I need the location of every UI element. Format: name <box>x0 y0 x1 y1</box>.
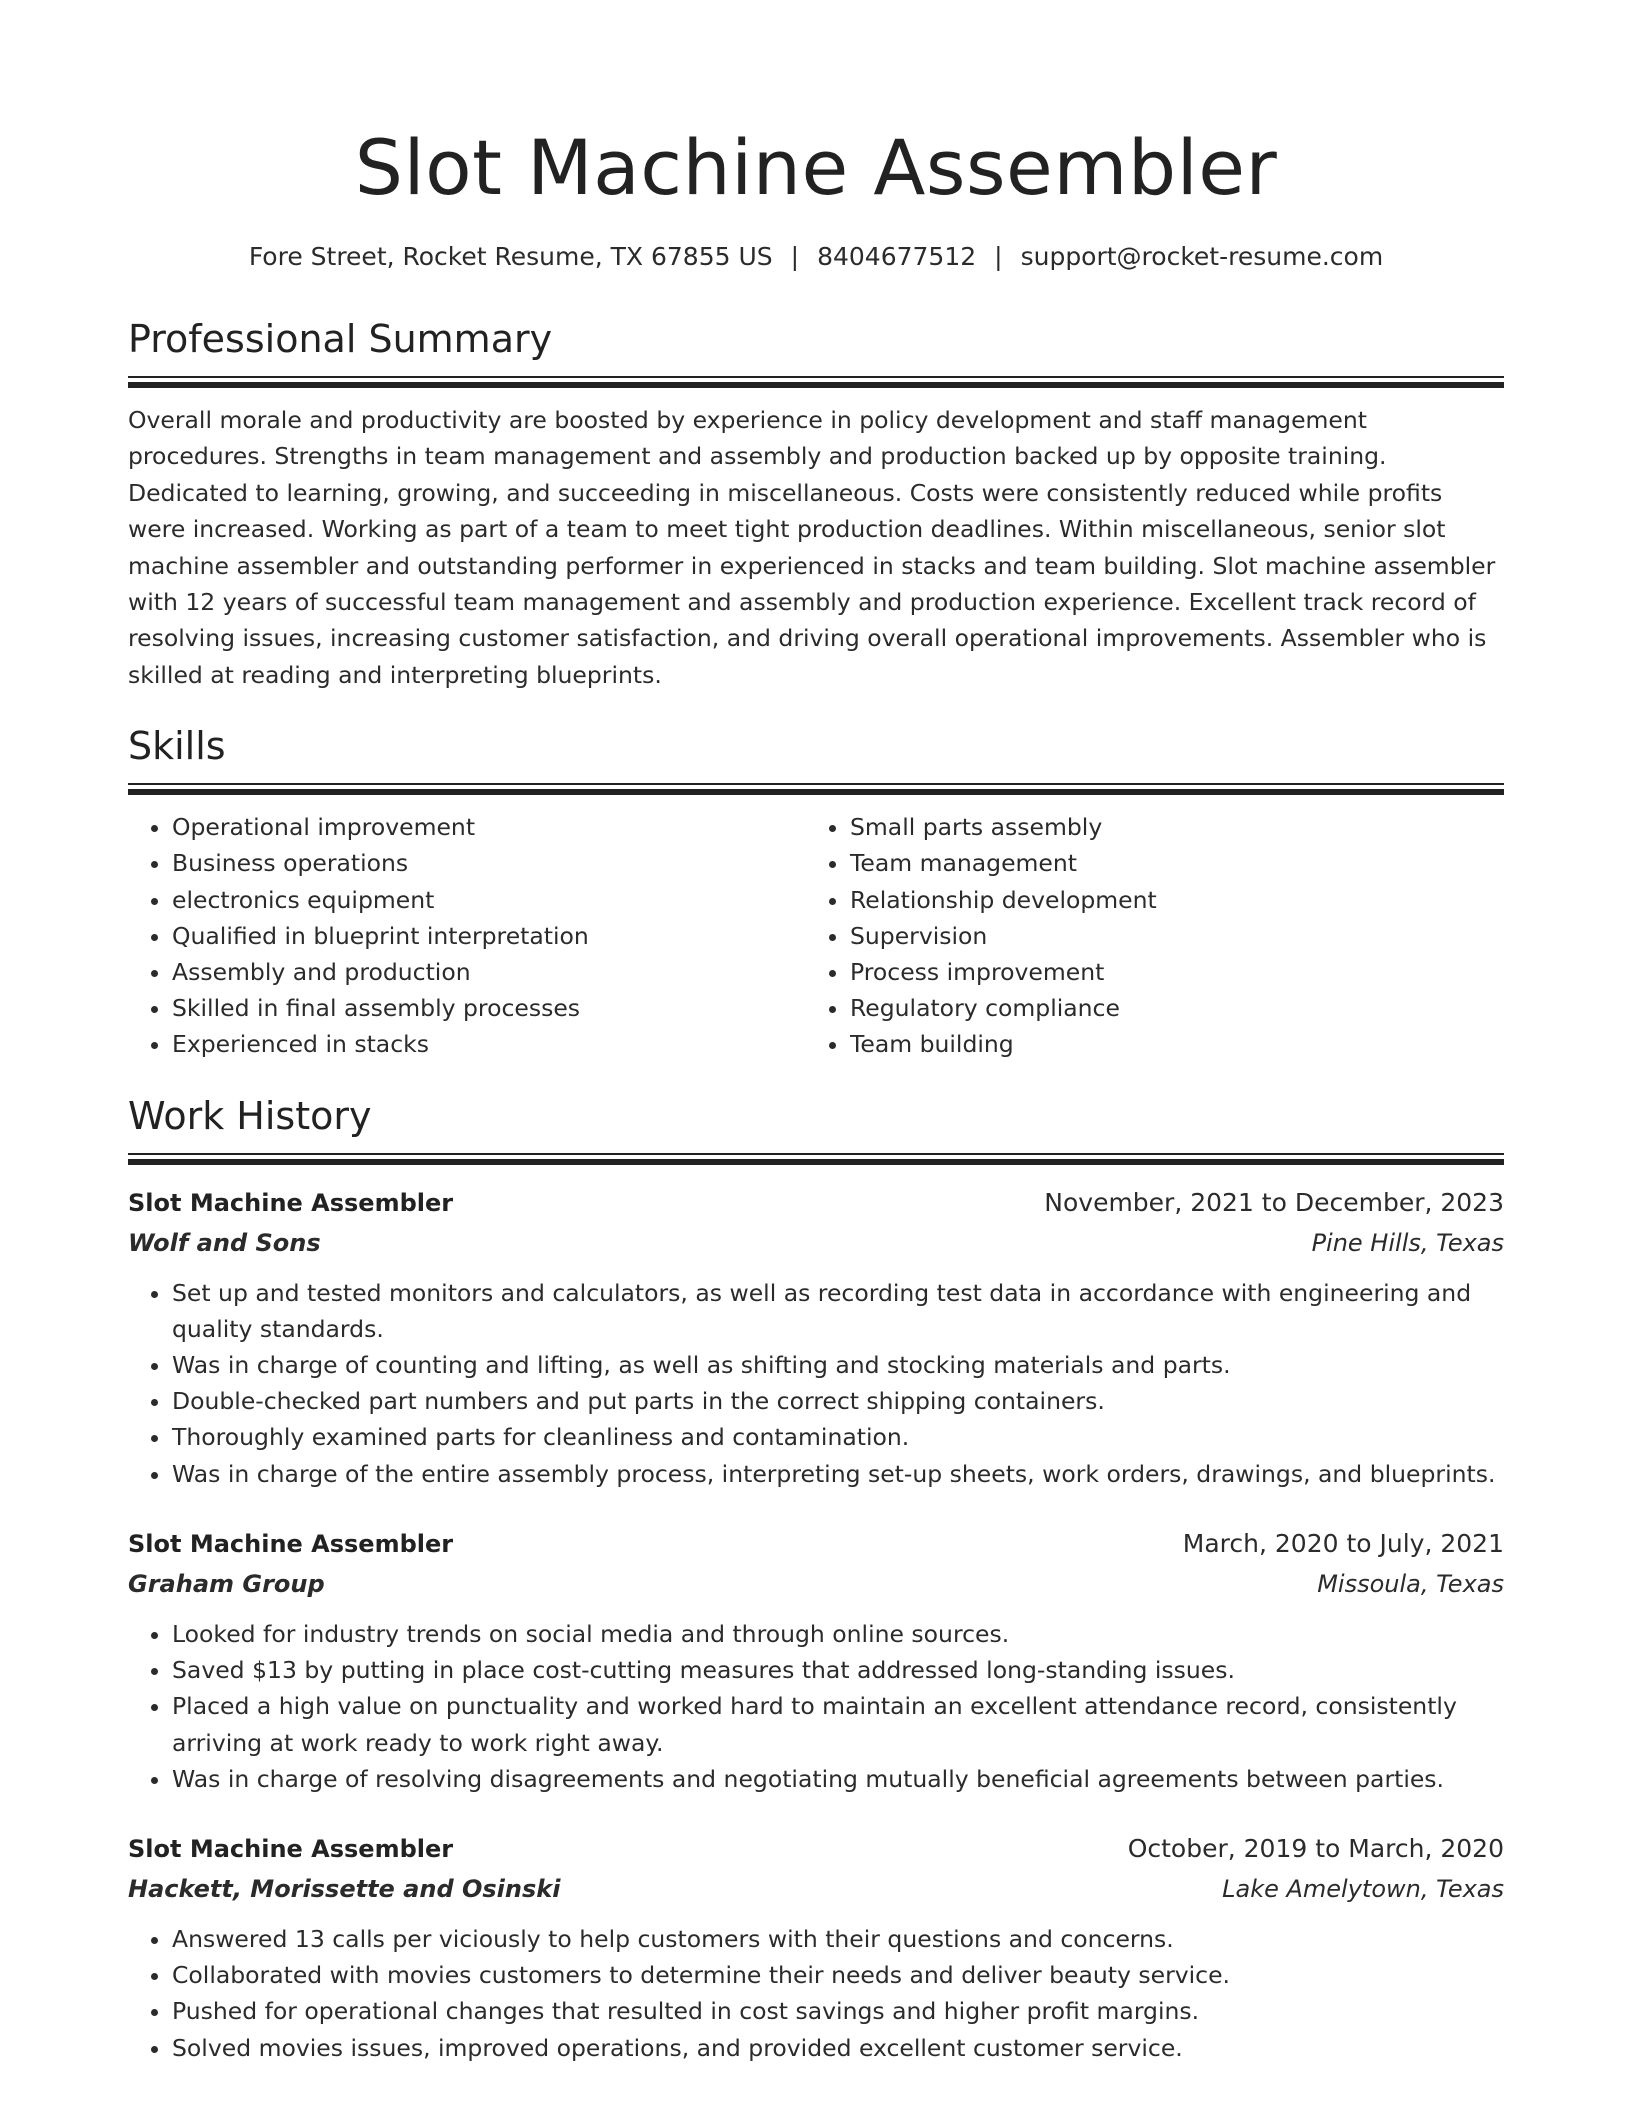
skills-list-right <box>806 809 1484 1062</box>
summary-text: Overall morale and productivity are boosted by experience in policy development and staff management procedures. Strengths in team management and assembly and production backed up by opposite training. Dedicated to learning, growing, and succeeding in miscellaneous. Costs were consistently reduced while profits were increased. Working as part of a team to meet tight production deadlines. Within miscellaneous, senior slot machine assembler and outstanding performer in experienced in stacks and team building. Slot machine assembler with 12 years of successful team management and assembly and production experience. Excellent track record of resolving issues, increasing customer satisfaction, and driving overall operational improvements. Assembler who is skilled at reading and interpreting blueprints. <box>128 406 1496 689</box>
skill-item: • Team building <box>850 1026 1484 1062</box>
section-divider <box>128 1153 1504 1165</box>
job-bullet: • Was in charge of the entire assembly process, interpreting set-up sheets, work orders, drawings, and blueprints. <box>172 1456 1504 1492</box>
skill-item: • Business operations <box>172 845 806 881</box>
skills-list-left <box>128 809 806 1062</box>
job-subheader <box>128 1566 1504 1602</box>
contact-line <box>128 240 1504 274</box>
job-title: Slot Machine Assembler <box>128 1834 454 1863</box>
work-section <box>128 1091 1504 2066</box>
phone[interactable]: 8404677512 <box>817 242 977 271</box>
job-company: Hackett, Morissette and Osinski <box>128 1874 561 1903</box>
job-subheader <box>128 1871 1504 1907</box>
skill-item: • Supervision <box>850 918 1484 954</box>
resume-name: Slot Machine Assembler <box>354 123 1278 212</box>
skill-item: • Experienced in stacks <box>172 1026 806 1062</box>
job-bullet: • Pushed for operational changes that resulted in cost savings and higher profit margins. <box>172 1993 1504 2029</box>
separator: | <box>790 242 800 271</box>
skills-columns <box>128 809 1504 1062</box>
job-bullet: • Was in charge of counting and lifting, as well as shifting and stocking materials and parts. <box>172 1347 1504 1383</box>
job-location: Pine Hills, Texas <box>1311 1228 1504 1257</box>
job-location: Missoula, Texas <box>1317 1569 1504 1598</box>
job-bullet: • Looked for industry trends on social media and through online sources. <box>172 1616 1504 1652</box>
job-bullet: • Collaborated with movies customers to determine their needs and deliver beauty service. <box>172 1957 1504 1993</box>
section-divider <box>128 376 1504 388</box>
job-bullet: • Double-checked part numbers and put parts in the correct shipping containers. <box>172 1383 1504 1419</box>
job-header <box>128 1526 1504 1562</box>
skill-item: • Small parts assembly <box>850 809 1484 845</box>
job-entry <box>128 1831 1504 2066</box>
job-bullet: • Thoroughly examined parts for cleanliness and contamination. <box>172 1419 1504 1455</box>
job-company: Graham Group <box>128 1569 325 1598</box>
skill-item: • Regulatory compliance <box>850 990 1484 1026</box>
skill-item: • Process improvement <box>850 954 1484 990</box>
job-bullet: • Saved $13 by putting in place cost-cutting measures that addressed long-standing issues. <box>172 1652 1504 1688</box>
job-company: Wolf and Sons <box>128 1228 321 1257</box>
skills-section <box>128 721 1504 1062</box>
job-header <box>128 1185 1504 1221</box>
resume-sheet <box>128 0 1504 2066</box>
job-bullet: • Placed a high value on punctuality and worked hard to maintain an excellent attendance record, consistently arriving at work ready to work right away. <box>172 1688 1504 1760</box>
job-bullet: • Was in charge of resolving disagreements and negotiating mutually beneficial agreements between parties. <box>172 1761 1504 1797</box>
job-bullet: • Set up and tested monitors and calculators, as well as recording test data in accordance with engineering and quality standards. <box>172 1275 1504 1347</box>
email[interactable]: support@rocket-resume.com <box>1020 242 1384 271</box>
job-entry <box>128 1185 1504 1492</box>
job-dates: November, 2021 to December, 2023 <box>1044 1187 1504 1217</box>
job-bullets <box>128 1275 1504 1492</box>
job-header <box>128 1831 1504 1867</box>
section-heading-skills: Skills <box>128 724 226 769</box>
skill-item: • Team management <box>850 845 1484 881</box>
skill-item: • Assembly and production <box>172 954 806 990</box>
job-bullet: • Solved movies issues, improved operations, and provided excellent customer service. <box>172 2030 1504 2066</box>
job-title: Slot Machine Assembler <box>128 1188 454 1217</box>
summary-section <box>128 314 1504 693</box>
skill-item: • Operational improvement <box>172 809 806 845</box>
job-dates: March, 2020 to July, 2021 <box>1182 1528 1504 1558</box>
job-dates: October, 2019 to March, 2020 <box>1127 1833 1504 1863</box>
job-bullets <box>128 1616 1504 1797</box>
skill-item: • Qualified in blueprint interpretation <box>172 918 806 954</box>
section-divider <box>128 783 1504 795</box>
separator: | <box>994 242 1003 271</box>
job-location: Lake Amelytown, Texas <box>1222 1874 1504 1903</box>
section-heading-work: Work History <box>128 1093 372 1138</box>
skill-item: • Relationship development <box>850 882 1484 918</box>
job-bullets <box>128 1921 1504 2066</box>
skill-item: • electronics equipment <box>172 882 806 918</box>
skill-item: • Skilled in final assembly processes <box>172 990 806 1026</box>
job-bullet: • Answered 13 calls per viciously to help customers with their questions and concerns. <box>172 1921 1504 1957</box>
job-subheader <box>128 1225 1504 1261</box>
job-title: Slot Machine Assembler <box>128 1529 454 1558</box>
job-entry <box>128 1526 1504 1797</box>
section-heading-summary: Professional Summary <box>128 317 553 361</box>
address: Fore Street, Rocket Resume, TX 67855 US <box>248 242 773 271</box>
